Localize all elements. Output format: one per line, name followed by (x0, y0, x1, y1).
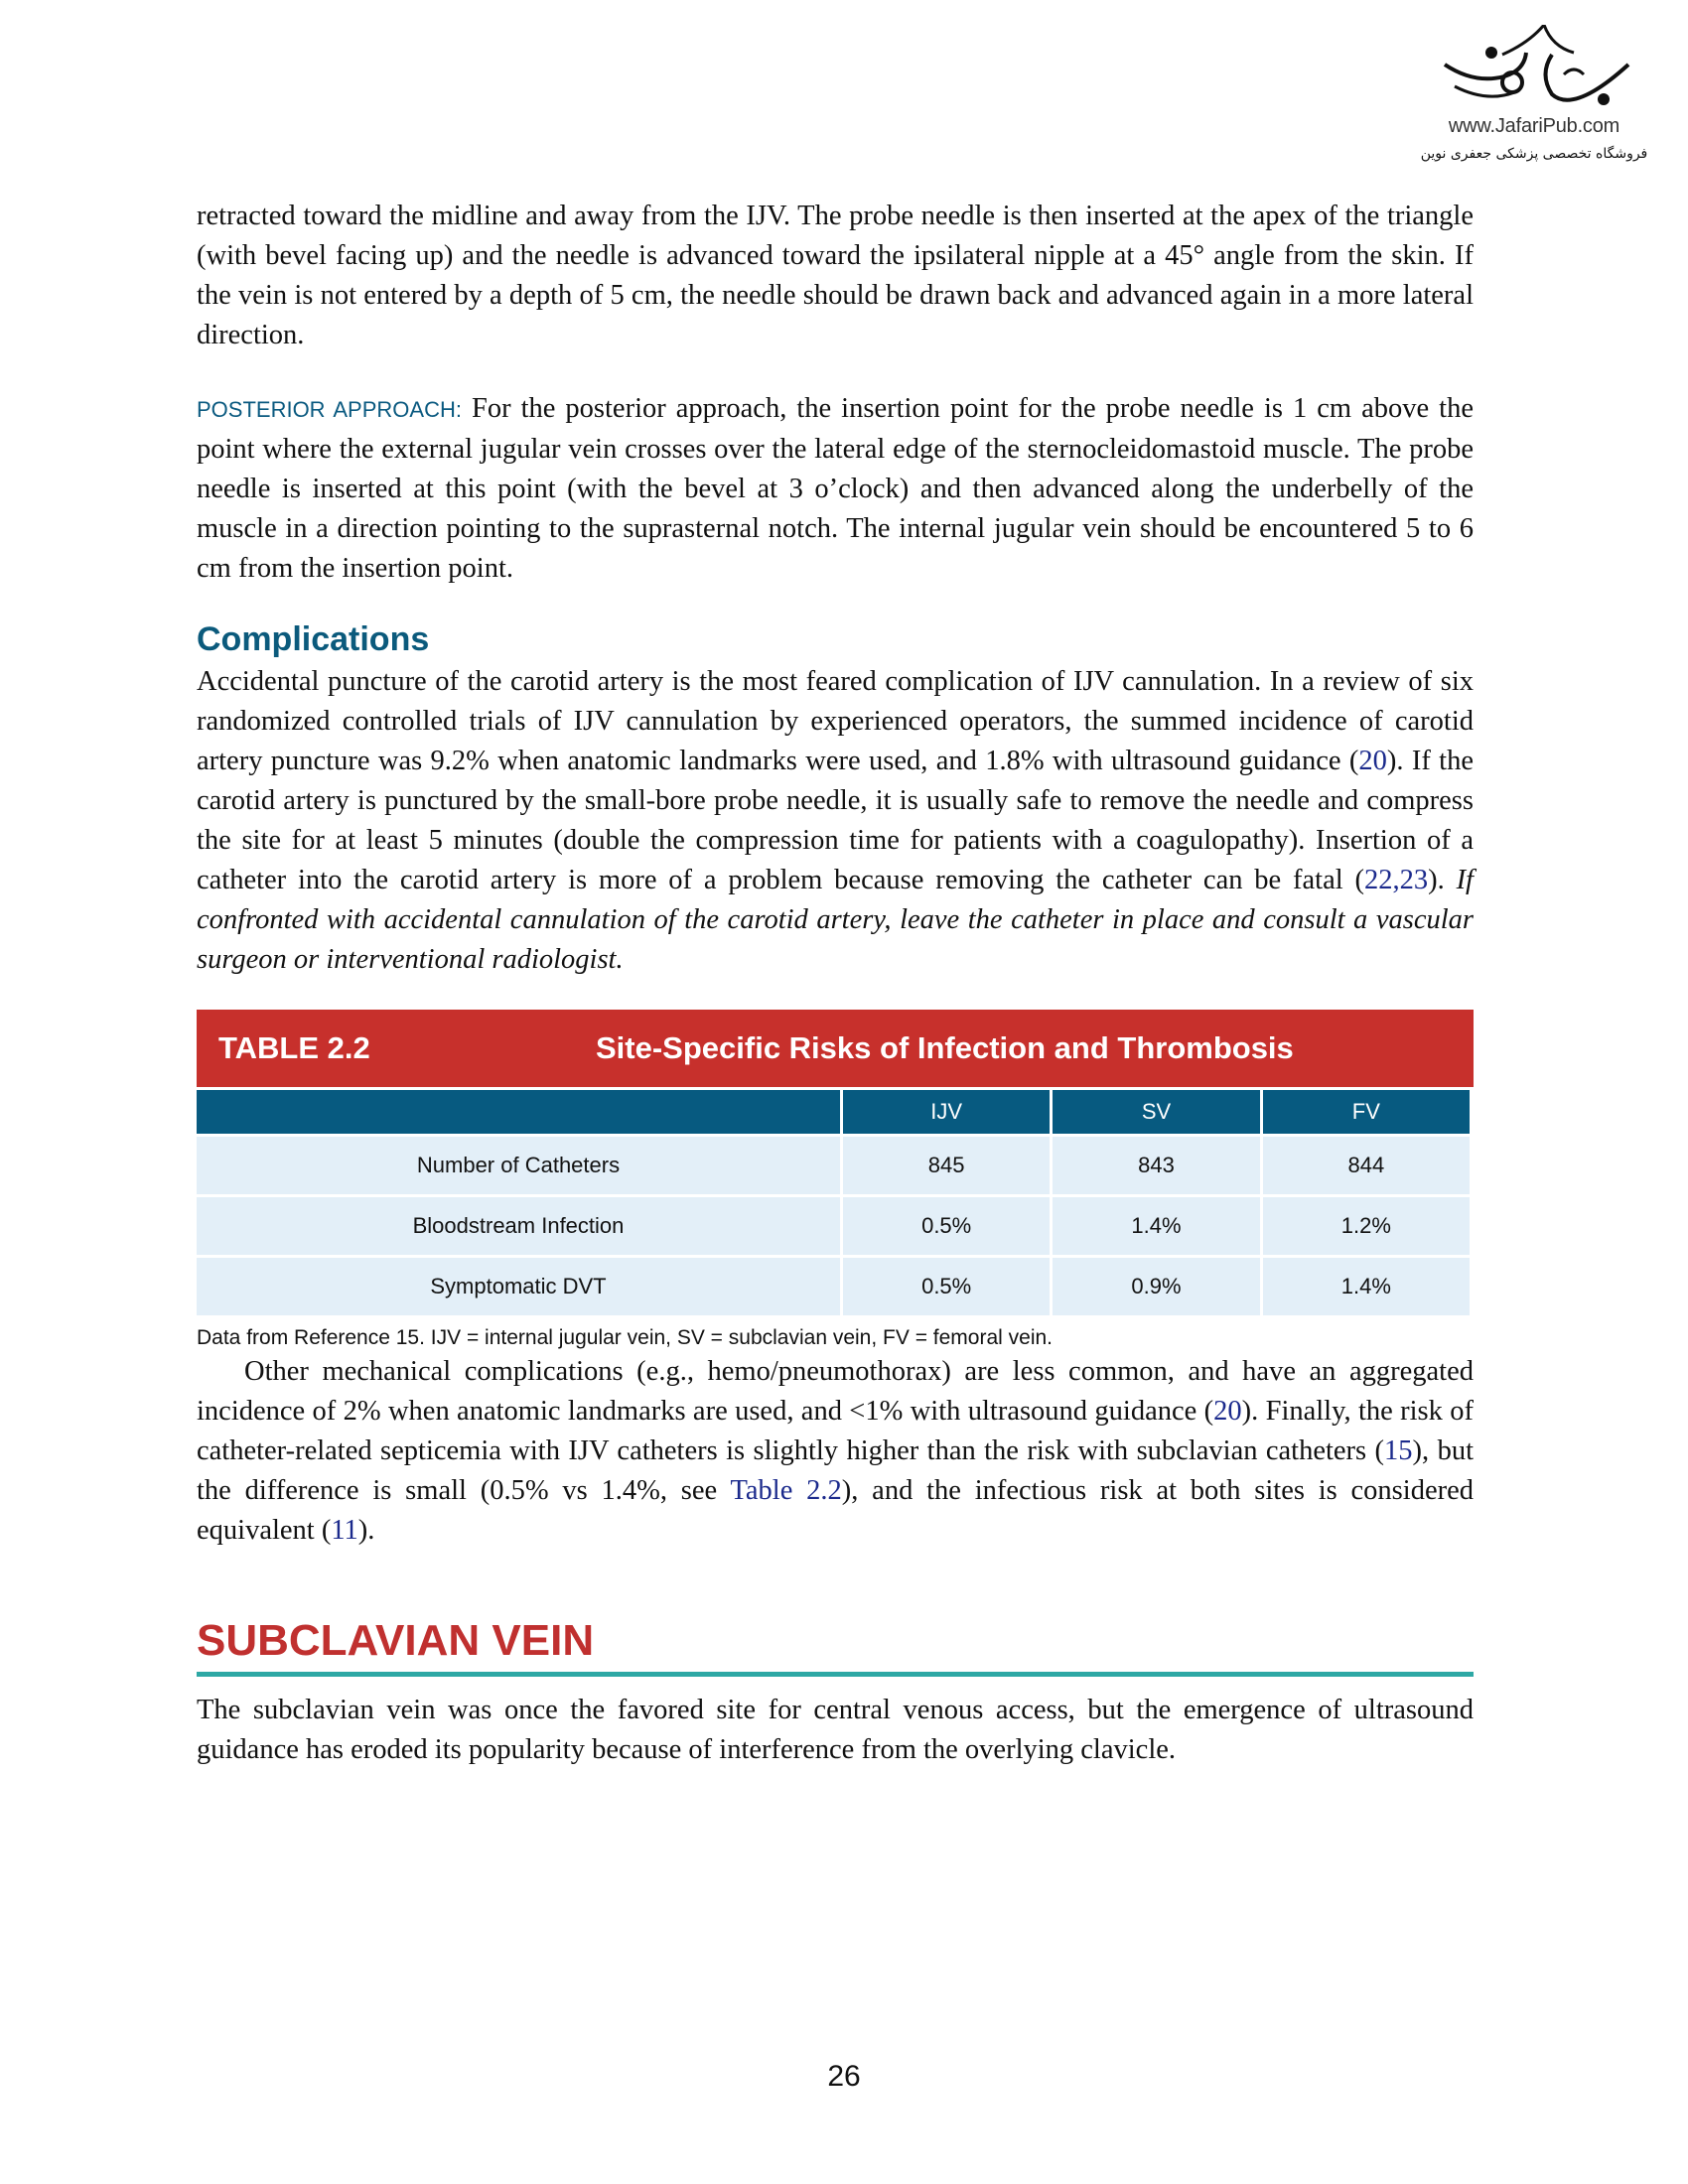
table-header-row (197, 1090, 1470, 1134)
other-text: ). (357, 1515, 375, 1546)
cell-fv: 1.2% (1263, 1197, 1470, 1255)
risk-table (194, 1087, 1473, 1318)
subclavian-section (197, 1616, 1474, 1770)
complications-text: ). If the carotid artery is punctured by the small-bore probe needle, it is usually safe to remove the needle and compress the site for at least 5 minutes (double the compression time for patients with a coagulopathy). Insertion of a catheter into the carotid artery is more of a problem because removing the catheter can be fatal ( (197, 746, 1474, 895)
paragraph-complications (197, 662, 1474, 980)
paragraph-other-complications (197, 1352, 1474, 1551)
posterior-approach-label: POSTERIOR APPROACH: (197, 397, 462, 422)
table-header-blank (197, 1090, 840, 1134)
table-2-2 (197, 1010, 1474, 1352)
page-content (197, 197, 1474, 1770)
row-label: Bloodstream Infection (197, 1197, 840, 1255)
paragraph-posterior-approach (197, 389, 1474, 589)
subclavian-heading: SUBCLAVIAN VEIN (197, 1616, 595, 1665)
table-banner (197, 1010, 1474, 1087)
other-text: Other mechanical complications (e.g., hemo/pneumothorax) are less common, and have an aggregated incidence of 2% when anatomic landmarks are used, and <1% with ultrasound guidance ( (197, 1356, 1474, 1427)
row-label: Number of Catheters (197, 1137, 840, 1194)
reference-link[interactable]: 20 (1213, 1396, 1242, 1427)
logo-tagline: فروشگاه تخصصی پزشکی جعفری نوین (1420, 146, 1648, 162)
row-label: Symptomatic DVT (197, 1258, 840, 1315)
table-header-fv: FV (1263, 1090, 1470, 1134)
table-row (197, 1197, 1470, 1255)
reference-link[interactable]: 22,23 (1363, 865, 1429, 895)
complications-italic-advice: If confronted with accidental cannulation of the carotid artery, leave the catheter in place and consult a vascular surgeon or interventional radiologist. (197, 865, 1474, 975)
cell-fv: 1.4% (1263, 1258, 1470, 1315)
cell-sv: 1.4% (1053, 1197, 1259, 1255)
complications-text: Accidental puncture of the carotid artery is the most feared complication of IJV cannulation. In a review of six randomized controlled trials of IJV cannulation by experienced operators, the summed incidence of carotid artery puncture was 9.2% when anatomic landmarks were used, and 1.8% with ultrasound guidance ( (197, 666, 1474, 776)
cell-sv: 0.9% (1053, 1258, 1259, 1315)
publisher-logo (1405, 25, 1663, 194)
table-header-ijv: IJV (843, 1090, 1050, 1134)
paragraph-subclavian: The subclavian vein was once the favored site for central venous access, but the emergence of ultrasound guidance has eroded its popularity because of interference from the overlying clavicle. (197, 1695, 1474, 1765)
paragraph-anterior-continued: retracted toward the midline and away from the IJV. The probe needle is then inserted at the apex of the triangle (with bevel facing up) and the needle is advanced toward the ipsilateral nipple at a 45° angle from the skin. If the vein is not entered by a depth of 5 cm, the needle should be drawn back and advanced again in a more lateral direction. (197, 201, 1474, 350)
calligraphy-logo-icon (1435, 25, 1633, 119)
other-text: ). Finally, the risk of catheter-related septicemia with IJV catheters is slightly higher than the risk with subclavian catheters ( (197, 1396, 1474, 1466)
table-row (197, 1137, 1470, 1194)
reference-link[interactable]: 11 (331, 1515, 358, 1546)
table-number: TABLE 2.2 (218, 1030, 370, 1065)
table-header-sv: SV (1053, 1090, 1259, 1134)
cell-ijv: 845 (843, 1137, 1050, 1194)
page-number: 26 (827, 2060, 861, 2093)
cell-sv: 843 (1053, 1137, 1259, 1194)
table-caption: Data from Reference 15. IJV = internal jugular vein, SV = subclavian vein, FV = femoral vein. (197, 1326, 1054, 1349)
section-divider (197, 1672, 1474, 1677)
table-title: Site-Specific Risks of Infection and Thrombosis (596, 1030, 1294, 1065)
reference-link[interactable]: 15 (1384, 1435, 1413, 1466)
other-text: ), but the difference is small (0.5% vs 1.4%, see (197, 1435, 1474, 1506)
complications-heading: Complications (197, 620, 430, 658)
cell-ijv: 0.5% (843, 1197, 1050, 1255)
table-reference-link[interactable]: Table 2.2 (730, 1475, 842, 1506)
logo-url-text: www.JafariPub.com (1448, 115, 1620, 137)
reference-link[interactable]: 20 (1358, 746, 1387, 776)
other-text: ), and the infectious risk at both sites is considered equivalent ( (197, 1475, 1474, 1546)
cell-fv: 844 (1263, 1137, 1470, 1194)
posterior-approach-text: For the posterior approach, the insertion point for the probe needle is 1 cm above the point where the external jugular vein crosses over the lateral edge of the sternocleidomastoid muscle. The probe needle is inserted at this point (with the bevel at 3 o’clock) and then advanced along the underbelly of the muscle in a direction pointing to the suprasternal notch. The internal jugular vein should be encountered 5 to 6 cm from the insertion point. (197, 393, 1474, 584)
complications-text: ). (1428, 865, 1457, 895)
cell-ijv: 0.5% (843, 1258, 1050, 1315)
table-row (197, 1258, 1470, 1315)
